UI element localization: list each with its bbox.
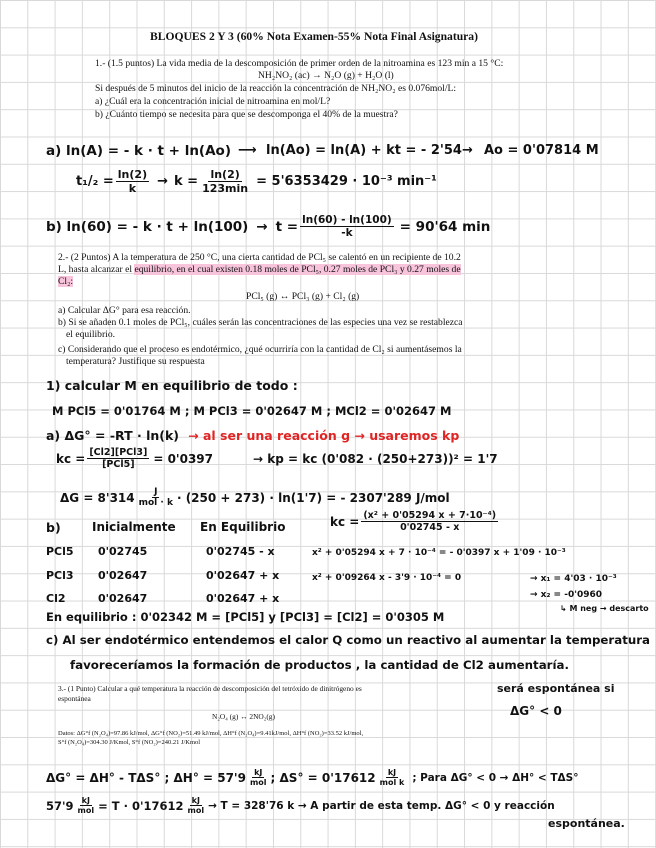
hw1-frac-1-num: ln(2) [117,168,148,181]
hw3-frac-4 [186,796,207,815]
hw2-col-equilibrium: En Equilibrio [200,520,286,534]
q2-part-c-1: c) Considerando que el proceso es endotérmico, ¿qué ocurriría con la cantidad de Cl₂ si aumentásemos la [58,344,462,355]
q1-part-a: a) ¿Cuál era la concentración inicial de nitroamina en mol/L? [95,96,331,107]
hw1-frac-1 [116,168,149,195]
q1-condition: Si después de 5 minutos del inicio de la reacción la concentración de NH₂NO₂ es 0.076mol/L: [95,83,457,94]
q3-data-2: S°f (N₂O₄)=304.30 J/Kmol, S°f (NO₂)=240.21 J/Kmol [58,739,201,746]
hw2-dg-den: mol · k [138,498,173,508]
hw2-kc2-num: (x² + 0'05294 x + 7·10⁻⁴) [363,510,497,521]
q3-reaction: N₂O₄ (g) ↔ 2NO₂(g) [212,712,275,721]
q3-statement-1: 3.- (1 Punto) Calcular a qué temperatura la reacción de descomposición del tetróxido de dinitrógeno es [58,684,362,693]
hw2-dg-line [60,487,450,508]
q2-statement-2 [58,264,461,276]
q1-statement: 1.- (1.5 puntos) La vida media de la descomposición de primer orden de la nitroamina es 123 min a 15 °C: [95,58,504,69]
q2-reaction: PCl₅ (g) ↔ PCl₃ (g) + Cl₂ (g) [246,291,360,302]
q2-part-c-2: temperatura? Justifique su respuesta [66,356,205,367]
hw1-frac-3-num: ln(60) - ln(100) [302,214,392,226]
hw3-l2c: → T = 328'76 k → A partir de esta temp. ΔG° < 0 y reacción [208,799,555,812]
hw1-k-eq: k = [174,174,199,189]
hw2-dg-post: · (250 + 273) · ln(1'7) = - 2307'289 J/mol [176,490,450,505]
hw1-a-eq1: a) ln(A) = - k · t + ln(Ao) [46,143,231,159]
hw1-b-value: = 90'64 min [399,218,491,235]
hw1-k-line [76,168,437,195]
hw3-frac-2-den: mol k [379,778,405,787]
hw3-frac-2 [378,768,407,787]
hw3-frac-3 [76,796,97,815]
hw2-a-eq: a) ΔG° = -RT · ln(k) [46,428,180,443]
hw3-frac-1-num: kJ [254,768,263,777]
q2-statement-1: 2.- (2 Puntos) A la temperatura de 250 °C, una cierta cantidad de PCl₅ se calentó en un recipiente de 10.2 [58,252,461,263]
hw2-kc2-frac [361,510,498,533]
q3-statement-2: espontánea [58,694,91,703]
hw2-row-initial-2: 0'02647 [98,569,148,582]
q2-part-b-2: el equilibrio. [66,329,116,340]
q2-part-b-1: b) Si se añaden 0.1 moles de PCl₅, cuáles serán las concentraciones de las especies una vez se restablezca [58,317,463,328]
hw2-concentrations: M PCl5 = 0'01764 M ; M PCl3 = 0'02647 M ; MCl2 = 0'02647 M [52,404,452,418]
hw1-frac-2-num: ln(2) [210,168,240,181]
hw3-side-note-1: será espontánea si [497,682,615,695]
hw2-kc2: kc = [330,514,360,529]
q3-data-1: Datos: ΔG°f (N₂O₄)=97.86 kJ/mol, ΔG°f (NO₂)=51.49 kJ/mol, ΔH°f (N₂O₄)=9.41kJ/mol, ΔH°f (NO₂)=33.52 kJ/mol, [58,730,364,737]
hw3-line-1 [46,768,578,787]
hw1-frac-3-den: -k [341,227,353,239]
hw2-b-label: b) [46,520,61,535]
hw3-l1a: ΔG° = ΔH° - TΔS° ; ΔH° = 57'9 [46,770,246,785]
hw2-kc-line [56,447,498,470]
hw2-row-initial-3: 0'02647 [98,592,148,605]
hw3-frac-4-den: mol [187,806,205,815]
hw3-frac-2-num: kJ [387,768,397,777]
q1-part-b: b) ¿Cuánto tiempo se necesita para que se descomponga el 40% de la muestra? [95,109,398,120]
hw1-frac-1-den: k [128,182,137,195]
hw3-frac-1 [248,768,269,787]
hw3-frac-3-den: mol [77,806,95,815]
hw2-row-initial-1: 0'02745 [98,545,148,558]
hw2-a-note: → al ser una reacción g → usaremos kp [188,428,460,443]
hw2-row-species-1: PCl5 [46,545,74,558]
hw1-a-eq3: Ao = 0'07814 M [484,143,599,158]
hw3-side-note-2: ΔG° < 0 [510,704,562,718]
hw3-frac-4-num: kJ [191,796,200,805]
hw2-kc: kc = [56,451,86,466]
hw1-arrow-4: → [256,218,268,235]
hw2-kc-value: = 0'0397 [153,451,213,466]
hw1-k-value: = 5'6353429 · 10⁻³ min⁻¹ [256,174,437,189]
hw2-a-line [46,428,459,444]
q1-reaction: NH₂NO₂ (ac) → N₂O (g) + H₂O (l) [258,70,394,81]
hw1-arrow-3: → [157,174,168,189]
hw3-l1b: ; ΔS° = 0'17612 [270,770,376,785]
hw1-b-eq1: b) ln(60) = - k · t + ln(100) [46,218,249,235]
hw2-quadratic-2: x² + 0'09264 x - 3'9 · 10⁻⁴ = 0 [312,573,462,583]
q2-highlighted-text: equilibrio, en el cual existen 0.18 moles de PCl₅, 0.27 moles de PCl₃ y 0.27 moles de [134,264,461,275]
hw3-l1c: ; Para ΔG° < 0 → ΔH° < TΔS° [412,771,579,784]
hw2-kc2-den: 0'02745 - x [400,522,460,533]
hw2-col-initial: Inicialmente [92,520,176,534]
hw2-row-eq-3: 0'02647 + x [206,592,280,605]
hw2-root-2: → x₂ = -0'0960 [530,590,603,600]
page-title: BLOQUES 2 Y 3 (60% Nota Examen-55% Nota Final Asignatura) [150,30,478,43]
hw1-arrow-2: → [462,143,473,158]
hw2-kp: → kp = kc (0'082 · (250+273))² = 1'7 [253,451,498,466]
hw2-intro: 1) calcular M en equilibrio de todo : [46,378,298,393]
hw2-row-eq-2: 0'02647 + x [206,569,280,582]
hw1-b-line [46,214,490,239]
hw2-kc-den: [PCl5] [102,459,135,470]
hw1-thalf: t₁/₂ = [76,174,114,189]
hw1-frac-3 [300,214,394,239]
hw2-quadratic-1: x² + 0'05294 x + 7 · 10⁻⁴ = - 0'0397 x + 1'09 · 10⁻³ [312,548,566,558]
hw3-line-2 [46,796,555,815]
hw2-c-line-1: c) Al ser endotérmico entendemos el calor Q como un reactivo al aumentar la temperatura [46,633,651,647]
hw1-frac-2 [200,168,250,195]
hw2-row-eq-1: 0'02745 - x [206,545,275,558]
q2-highlighted-text-2: Cl₂: [58,276,74,287]
hw1-a-eq2: ln(Ao) = ln(A) + kt = - 2'54 [266,143,462,158]
hw3-line-3: espontánea. [548,817,625,830]
hw3-frac-3-num: kJ [81,796,90,805]
hw3-frac-1-den: mol [249,778,267,787]
q2-part-a: a) Calcular ΔG° para esa reacción. [58,305,191,316]
hw2-dg-num: J [154,487,158,497]
hw2-dg-frac [137,487,175,508]
hw2-kc-num: [Cl2][PCl3] [89,447,148,458]
hw1-frac-2-den: 123min [202,182,249,195]
hw2-root-note: ↳ M neg → descarto [560,604,649,613]
hw3-l2a: 57'9 [46,798,74,813]
q2-statement-2a: L, hasta alcanzar el [58,264,135,275]
hw2-equilibrium-result: En equilibrio : 0'02342 M = [PCl5] y [PCl3] = [Cl2] = 0'0305 M [46,610,445,624]
hw2-row-species-3: Cl2 [46,592,66,605]
hw1-b-t: t = [275,218,299,235]
hw3-l2b: = T · 0'17612 [98,798,184,813]
hw1-arrow: ⟶ [238,143,257,158]
hw2-kc-frac [87,447,149,470]
hw2-row-species-2: PCl3 [46,569,74,582]
hw2-kc2-line [330,510,500,533]
hw2-c-line-2: favoreceríamos la formación de productos , la cantidad de Cl2 aumentaría. [70,658,569,672]
q2-statement-3 [58,276,73,288]
hw2-dg-pre: ΔG = 8'314 [60,490,135,505]
hw2-root-1: → x₁ = 4'03 · 10⁻³ [530,574,617,584]
